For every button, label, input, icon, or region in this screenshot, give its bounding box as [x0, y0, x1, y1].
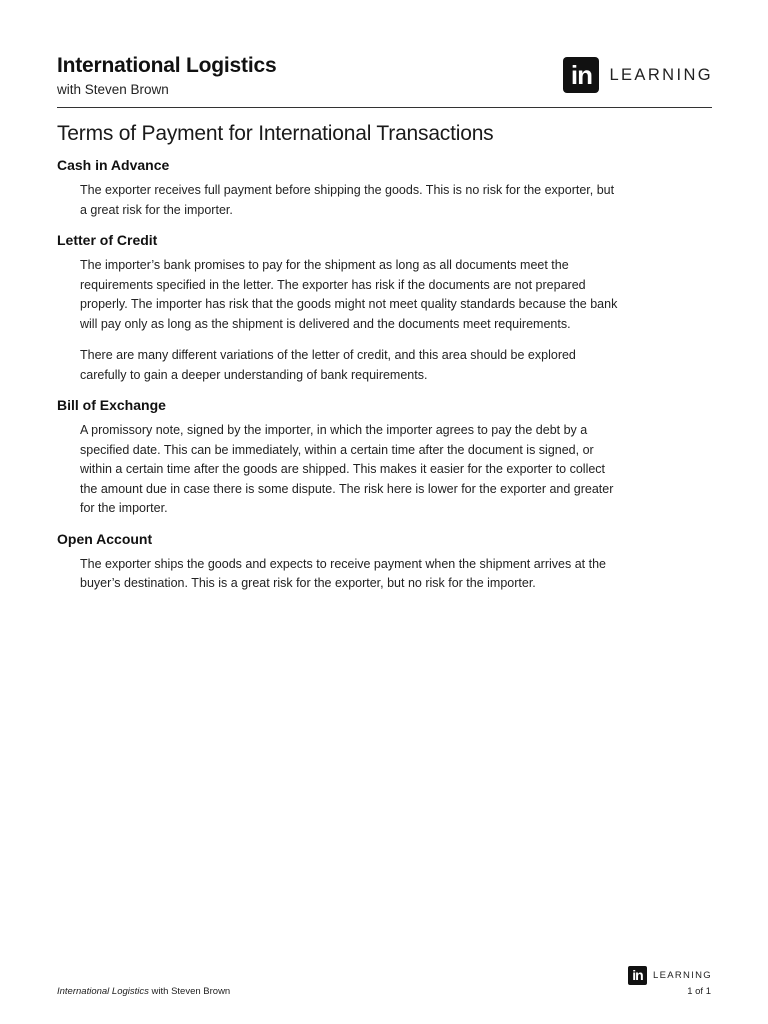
section — [57, 157, 627, 220]
footer-logo — [628, 966, 712, 985]
page-indicator: 1 of 1 — [687, 986, 711, 997]
document-body — [57, 122, 627, 606]
footer-course-credit — [57, 986, 230, 997]
sections-container — [57, 157, 627, 594]
document-title: Terms of Payment for International Transactions — [57, 122, 494, 145]
section-paragraph: The exporter receives full payment before shipping the goods. This is no risk for the exporter, but a great risk for the importer. — [80, 183, 615, 217]
section-heading: Bill of Exchange — [57, 397, 166, 413]
section — [57, 397, 627, 519]
section-paragraph: The exporter ships the goods and expects to receive payment when the shipment arrives at the buyer’s destination. This is a great risk for the exporter, but no risk for the importer. — [80, 556, 606, 590]
section-paragraph: There are many different variations of the letter of credit, and this area should be explored carefully to gain a deeper understanding of bank requirements. — [80, 348, 576, 382]
footer-course-title: International Logistics — [57, 986, 149, 997]
footer-logo-wordmark: LEARNING — [653, 970, 712, 981]
section-heading: Open Account — [57, 530, 153, 547]
logo-wordmark: LEARNING — [609, 65, 713, 84]
linkedin-in-icon: in — [563, 57, 599, 93]
section — [57, 531, 627, 594]
header-divider — [57, 107, 712, 108]
course-author: with Steven Brown — [57, 82, 169, 97]
section-paragraph: The importer’s bank promises to pay for the shipment as long as all documents meet the requirements specified in the letter. The exporter has risk if the documents are not prepared properly. The importer has risk that the goods might not meet quality standards because the bank will pay only as long as the shipment is delivered and the documents meet requirements. — [80, 258, 618, 331]
section-paragraph: A promissory note, signed by the importer, in which the importer agrees to pay the debt by a specified date. This can be immediately, within a certain time after the document is signed, or within a certain time after the goods are shipped. This makes it easier for the exporter to collect the amount due in case there is some dispute. The risk here is lower for the exporter and greater for the importer. — [80, 423, 614, 515]
footer-linkedin-in-icon: in — [628, 966, 647, 985]
section-heading: Letter of Credit — [57, 232, 158, 248]
section-heading: Cash in Advance — [57, 157, 170, 173]
footer-author: with Steven Brown — [148, 986, 231, 997]
course-title: International Logistics — [57, 54, 277, 77]
section — [57, 232, 627, 385]
linkedin-learning-logo — [563, 57, 713, 93]
